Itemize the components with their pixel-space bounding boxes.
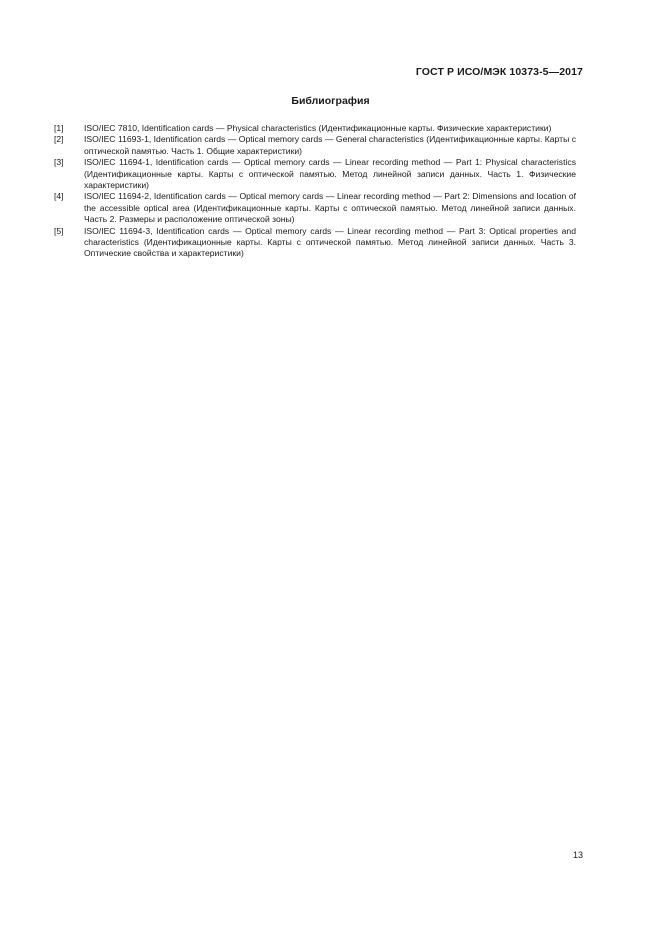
document-code-header: ГОСТ Р ИСО/МЭК 10373-5—2017 (415, 66, 583, 78)
entry-text: ISO/IEC 11693-1, Identification cards — Optical memory cards — General characteristics (Идентификационные карты. Карты с оптической памятью. Часть 1. Общие характеристики) (84, 134, 576, 156)
entry-number: [4] (54, 191, 64, 202)
entry-number: [1] (54, 123, 64, 133)
entry-number: [5] (54, 225, 64, 236)
entry-number: [3] (54, 157, 64, 168)
page-number: 13 (572, 850, 583, 860)
entry-text: ISO/IEC 11694-1, Identification cards — Optical memory cards — Linear recording method — Part 1: Physical characteristics (Идентификационные карты. Карты с оптической памятью. Метод линейной записи данных. Часть 1. Физические характеристики) (84, 157, 576, 191)
bibliography-entry (54, 157, 576, 191)
bibliography-entry (54, 123, 576, 134)
bibliography-entry (54, 134, 576, 157)
bibliography-entry (54, 226, 576, 260)
entry-text: ISO/IEC 11694-2, Identification cards — Optical memory cards — Linear recording method — Part 2: Dimensions and location of the accessible optical area (Идентификационные карты. Карты с оптической памятью. Метод линейной записи данных. Часть 2. Размеры и расположение оптической зоны) (84, 191, 576, 225)
bibliography-list (54, 123, 576, 260)
bibliography-entry (54, 191, 576, 225)
entry-text: ISO/IEC 11694-3, Identification cards — Optical memory cards — Linear recording method — Part 3: Optical properties and characteristics (Идентификационные карты. Карты с оптической памятью. Метод линейной записи данных. Часть 3. Оптические свойства и характеристики) (84, 225, 576, 259)
entry-number: [2] (54, 134, 64, 145)
entry-text: ISO/IEC 7810, Identification cards — Physical characteristics (Идентификационные карты. Физические характеристики) (84, 123, 552, 133)
bibliography-title: Библиография (291, 95, 370, 107)
